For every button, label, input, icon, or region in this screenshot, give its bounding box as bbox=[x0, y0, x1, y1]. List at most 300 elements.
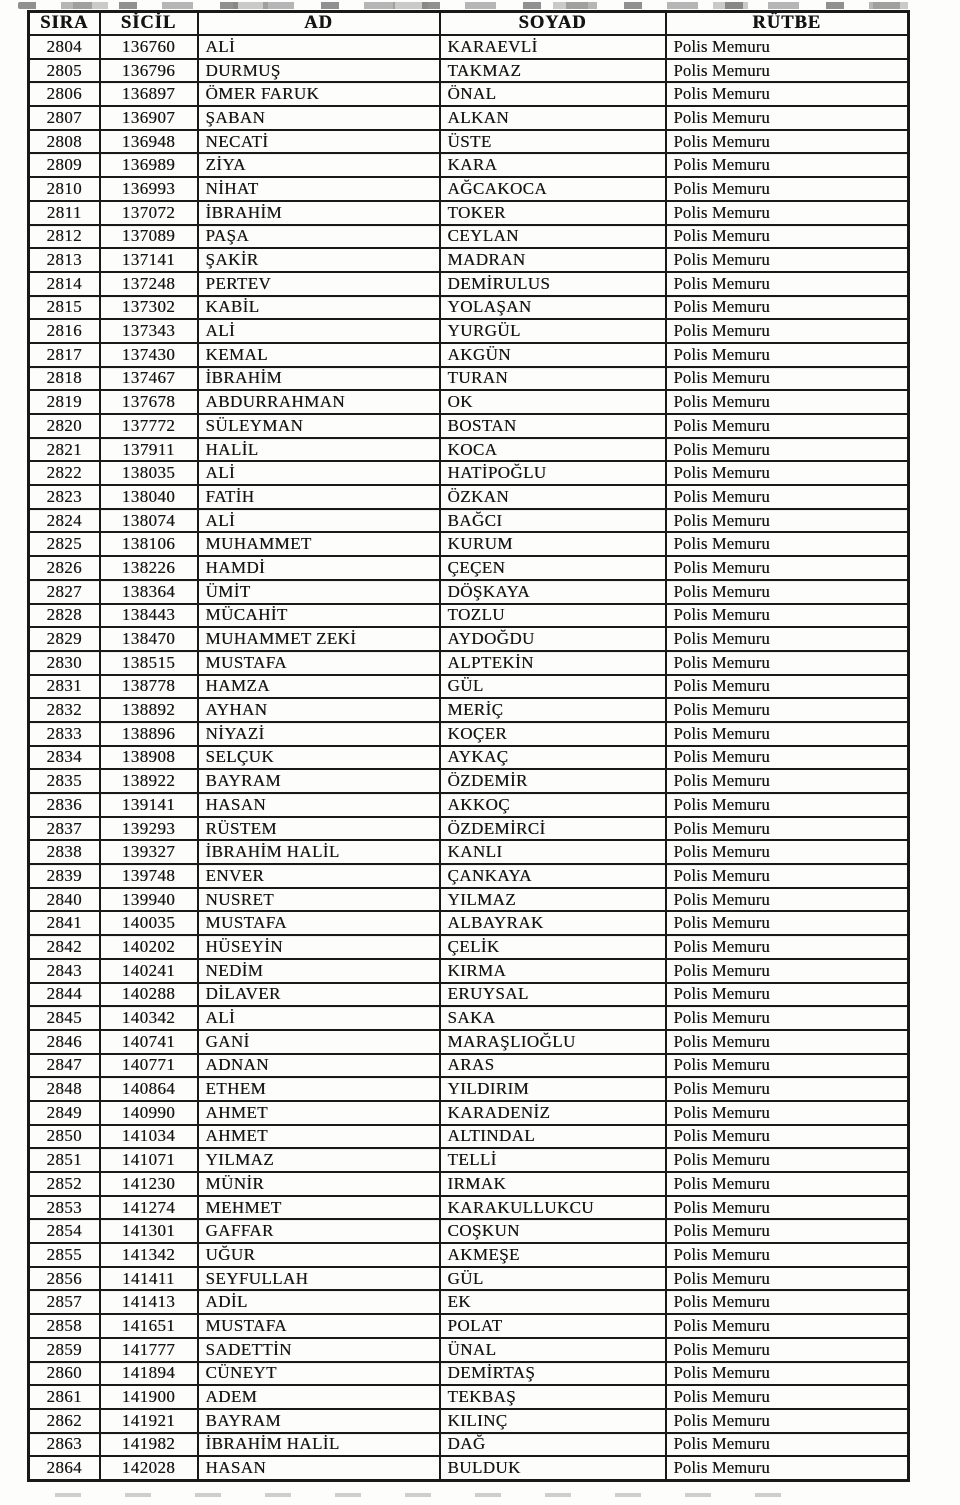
cell-soyad: YURGÜL bbox=[440, 319, 666, 343]
cell-rutbe: Polis Memuru bbox=[666, 130, 909, 154]
cell-soyad: YILDIRIM bbox=[440, 1077, 666, 1101]
cell-rutbe: Polis Memuru bbox=[666, 35, 909, 59]
cell-rutbe: Polis Memuru bbox=[666, 1196, 909, 1220]
cell-sicil: 140342 bbox=[100, 1006, 198, 1030]
cell-ad: GANİ bbox=[198, 1030, 440, 1054]
cell-soyad: ALBAYRAK bbox=[440, 911, 666, 935]
table-row bbox=[29, 840, 909, 864]
cell-rutbe: Polis Memuru bbox=[666, 1267, 909, 1291]
table-row bbox=[29, 1030, 909, 1054]
table-row bbox=[29, 272, 909, 296]
cell-rutbe: Polis Memuru bbox=[666, 1456, 909, 1480]
cell-sicil: 141274 bbox=[100, 1196, 198, 1220]
cell-sicil: 141301 bbox=[100, 1219, 198, 1243]
table-row bbox=[29, 1101, 909, 1125]
cell-soyad: ÖZKAN bbox=[440, 485, 666, 509]
cell-sicil: 141411 bbox=[100, 1267, 198, 1291]
cell-sicil: 141071 bbox=[100, 1148, 198, 1172]
cell-sira: 2844 bbox=[29, 983, 100, 1007]
table-row bbox=[29, 1077, 909, 1101]
cell-soyad: KARAEVLİ bbox=[440, 35, 666, 59]
cell-sira: 2843 bbox=[29, 959, 100, 983]
cell-rutbe: Polis Memuru bbox=[666, 1101, 909, 1125]
cell-ad: HASAN bbox=[198, 793, 440, 817]
cell-soyad: ÇELİK bbox=[440, 935, 666, 959]
scan-artifact-top bbox=[18, 2, 918, 9]
cell-ad: HAMDİ bbox=[198, 556, 440, 580]
table-row bbox=[29, 153, 909, 177]
table-row bbox=[29, 367, 909, 391]
cell-sira: 2833 bbox=[29, 722, 100, 746]
table-row bbox=[29, 698, 909, 722]
cell-sicil: 142028 bbox=[100, 1456, 198, 1480]
cell-soyad: EK bbox=[440, 1290, 666, 1314]
cell-sira: 2817 bbox=[29, 343, 100, 367]
cell-sira: 2812 bbox=[29, 225, 100, 249]
cell-ad: İBRAHİM bbox=[198, 367, 440, 391]
cell-rutbe: Polis Memuru bbox=[666, 911, 909, 935]
cell-rutbe: Polis Memuru bbox=[666, 82, 909, 106]
cell-rutbe: Polis Memuru bbox=[666, 59, 909, 83]
cell-sira: 2841 bbox=[29, 911, 100, 935]
cell-sicil: 138778 bbox=[100, 675, 198, 699]
table-row bbox=[29, 106, 909, 130]
cell-ad: MUHAMMET bbox=[198, 532, 440, 556]
cell-soyad: ÇEÇEN bbox=[440, 556, 666, 580]
cell-ad: SADETTİN bbox=[198, 1338, 440, 1362]
cell-ad: DURMUŞ bbox=[198, 59, 440, 83]
cell-ad: ALİ bbox=[198, 1006, 440, 1030]
cell-rutbe: Polis Memuru bbox=[666, 793, 909, 817]
cell-rutbe: Polis Memuru bbox=[666, 1385, 909, 1409]
cell-sira: 2815 bbox=[29, 296, 100, 320]
cell-sira: 2847 bbox=[29, 1054, 100, 1078]
cell-ad: PERTEV bbox=[198, 272, 440, 296]
cell-soyad: ÖNAL bbox=[440, 82, 666, 106]
cell-ad: BAYRAM bbox=[198, 769, 440, 793]
cell-sira: 2862 bbox=[29, 1409, 100, 1433]
cell-soyad: ÇANKAYA bbox=[440, 864, 666, 888]
cell-rutbe: Polis Memuru bbox=[666, 532, 909, 556]
cell-rutbe: Polis Memuru bbox=[666, 438, 909, 462]
cell-rutbe: Polis Memuru bbox=[666, 343, 909, 367]
cell-rutbe: Polis Memuru bbox=[666, 1243, 909, 1267]
cell-ad: HALİL bbox=[198, 438, 440, 462]
cell-sira: 2805 bbox=[29, 59, 100, 83]
cell-soyad: BULDUK bbox=[440, 1456, 666, 1480]
cell-sicil: 136948 bbox=[100, 130, 198, 154]
cell-sira: 2849 bbox=[29, 1101, 100, 1125]
cell-soyad: POLAT bbox=[440, 1314, 666, 1338]
cell-rutbe: Polis Memuru bbox=[666, 225, 909, 249]
cell-ad: AYHAN bbox=[198, 698, 440, 722]
cell-sicil: 138035 bbox=[100, 461, 198, 485]
cell-rutbe: Polis Memuru bbox=[666, 1219, 909, 1243]
table-row bbox=[29, 959, 909, 983]
header-row bbox=[29, 12, 909, 36]
cell-sicil: 140771 bbox=[100, 1054, 198, 1078]
header-ad: AD bbox=[198, 12, 440, 36]
cell-ad: UĞUR bbox=[198, 1243, 440, 1267]
cell-sicil: 140990 bbox=[100, 1101, 198, 1125]
cell-sicil: 137141 bbox=[100, 248, 198, 272]
cell-rutbe: Polis Memuru bbox=[666, 509, 909, 533]
cell-sicil: 141900 bbox=[100, 1385, 198, 1409]
cell-sicil: 141777 bbox=[100, 1338, 198, 1362]
cell-soyad: KURUM bbox=[440, 532, 666, 556]
table-row bbox=[29, 1148, 909, 1172]
cell-ad: DİLAVER bbox=[198, 983, 440, 1007]
cell-ad: PAŞA bbox=[198, 225, 440, 249]
cell-sira: 2811 bbox=[29, 201, 100, 225]
cell-soyad: ÜNAL bbox=[440, 1338, 666, 1362]
table-row bbox=[29, 35, 909, 59]
cell-soyad: AYKAÇ bbox=[440, 746, 666, 770]
cell-sira: 2857 bbox=[29, 1290, 100, 1314]
cell-rutbe: Polis Memuru bbox=[666, 840, 909, 864]
cell-ad: NEDİM bbox=[198, 959, 440, 983]
cell-sicil: 139748 bbox=[100, 864, 198, 888]
cell-sicil: 137772 bbox=[100, 414, 198, 438]
cell-rutbe: Polis Memuru bbox=[666, 1362, 909, 1386]
cell-ad: ALİ bbox=[198, 319, 440, 343]
cell-sira: 2853 bbox=[29, 1196, 100, 1220]
cell-sira: 2830 bbox=[29, 651, 100, 675]
cell-ad: İBRAHİM bbox=[198, 201, 440, 225]
cell-soyad: ÜSTE bbox=[440, 130, 666, 154]
cell-ad: HAMZA bbox=[198, 675, 440, 699]
cell-rutbe: Polis Memuru bbox=[666, 461, 909, 485]
cell-soyad: MERİÇ bbox=[440, 698, 666, 722]
cell-ad: MUSTAFA bbox=[198, 1314, 440, 1338]
cell-sira: 2810 bbox=[29, 177, 100, 201]
table-row bbox=[29, 438, 909, 462]
cell-sicil: 141413 bbox=[100, 1290, 198, 1314]
cell-rutbe: Polis Memuru bbox=[666, 722, 909, 746]
table-row bbox=[29, 1125, 909, 1149]
table-row bbox=[29, 604, 909, 628]
cell-ad: ENVER bbox=[198, 864, 440, 888]
cell-sira: 2829 bbox=[29, 627, 100, 651]
cell-sicil: 140035 bbox=[100, 911, 198, 935]
cell-ad: SÜLEYMAN bbox=[198, 414, 440, 438]
table-row bbox=[29, 296, 909, 320]
table-row bbox=[29, 1385, 909, 1409]
cell-sira: 2808 bbox=[29, 130, 100, 154]
cell-rutbe: Polis Memuru bbox=[666, 651, 909, 675]
table-row bbox=[29, 130, 909, 154]
cell-ad: CÜNEYT bbox=[198, 1362, 440, 1386]
cell-rutbe: Polis Memuru bbox=[666, 675, 909, 699]
cell-soyad: TELLİ bbox=[440, 1148, 666, 1172]
cell-ad: ÖMER FARUK bbox=[198, 82, 440, 106]
table-row bbox=[29, 1243, 909, 1267]
cell-rutbe: Polis Memuru bbox=[666, 1054, 909, 1078]
cell-sira: 2816 bbox=[29, 319, 100, 343]
cell-soyad: MADRAN bbox=[440, 248, 666, 272]
cell-ad: MEHMET bbox=[198, 1196, 440, 1220]
cell-sicil: 138922 bbox=[100, 769, 198, 793]
table-row bbox=[29, 1456, 909, 1480]
cell-ad: KABİL bbox=[198, 296, 440, 320]
cell-sicil: 138896 bbox=[100, 722, 198, 746]
cell-sira: 2850 bbox=[29, 1125, 100, 1149]
cell-rutbe: Polis Memuru bbox=[666, 201, 909, 225]
cell-soyad: DAĞ bbox=[440, 1433, 666, 1457]
cell-soyad: AKKOÇ bbox=[440, 793, 666, 817]
table-row bbox=[29, 864, 909, 888]
cell-sira: 2851 bbox=[29, 1148, 100, 1172]
cell-sicil: 141230 bbox=[100, 1172, 198, 1196]
cell-sira: 2831 bbox=[29, 675, 100, 699]
table-row bbox=[29, 722, 909, 746]
cell-soyad: TOZLU bbox=[440, 604, 666, 628]
cell-sicil: 138364 bbox=[100, 580, 198, 604]
cell-rutbe: Polis Memuru bbox=[666, 864, 909, 888]
cell-soyad: AKGÜN bbox=[440, 343, 666, 367]
header-soyad: SOYAD bbox=[440, 12, 666, 36]
cell-ad: YILMAZ bbox=[198, 1148, 440, 1172]
table-header bbox=[29, 12, 909, 36]
cell-sicil: 138470 bbox=[100, 627, 198, 651]
cell-sicil: 136989 bbox=[100, 153, 198, 177]
cell-ad: SELÇUK bbox=[198, 746, 440, 770]
cell-rutbe: Polis Memuru bbox=[666, 414, 909, 438]
cell-ad: ALİ bbox=[198, 509, 440, 533]
cell-sira: 2848 bbox=[29, 1077, 100, 1101]
cell-rutbe: Polis Memuru bbox=[666, 272, 909, 296]
cell-rutbe: Polis Memuru bbox=[666, 983, 909, 1007]
cell-ad: NİHAT bbox=[198, 177, 440, 201]
cell-sicil: 141651 bbox=[100, 1314, 198, 1338]
cell-sicil: 137678 bbox=[100, 390, 198, 414]
cell-sira: 2840 bbox=[29, 888, 100, 912]
cell-rutbe: Polis Memuru bbox=[666, 935, 909, 959]
cell-ad: AHMET bbox=[198, 1125, 440, 1149]
cell-sicil: 140864 bbox=[100, 1077, 198, 1101]
cell-rutbe: Polis Memuru bbox=[666, 319, 909, 343]
cell-ad: ÜMİT bbox=[198, 580, 440, 604]
cell-ad: ABDURRAHMAN bbox=[198, 390, 440, 414]
cell-rutbe: Polis Memuru bbox=[666, 888, 909, 912]
cell-sira: 2814 bbox=[29, 272, 100, 296]
cell-sira: 2839 bbox=[29, 864, 100, 888]
cell-sicil: 138908 bbox=[100, 746, 198, 770]
cell-sira: 2822 bbox=[29, 461, 100, 485]
cell-ad: ALİ bbox=[198, 461, 440, 485]
table-row bbox=[29, 319, 909, 343]
cell-sira: 2835 bbox=[29, 769, 100, 793]
cell-ad: MUHAMMET ZEKİ bbox=[198, 627, 440, 651]
cell-sira: 2858 bbox=[29, 1314, 100, 1338]
cell-sira: 2806 bbox=[29, 82, 100, 106]
table-row bbox=[29, 461, 909, 485]
cell-soyad: CEYLAN bbox=[440, 225, 666, 249]
cell-rutbe: Polis Memuru bbox=[666, 604, 909, 628]
cell-soyad: KOCA bbox=[440, 438, 666, 462]
cell-rutbe: Polis Memuru bbox=[666, 1006, 909, 1030]
cell-sira: 2820 bbox=[29, 414, 100, 438]
cell-sicil: 137302 bbox=[100, 296, 198, 320]
cell-ad: İBRAHİM HALİL bbox=[198, 1433, 440, 1457]
cell-sira: 2837 bbox=[29, 817, 100, 841]
table-row bbox=[29, 556, 909, 580]
cell-sira: 2838 bbox=[29, 840, 100, 864]
cell-sira: 2845 bbox=[29, 1006, 100, 1030]
table-row bbox=[29, 1054, 909, 1078]
table-row bbox=[29, 1314, 909, 1338]
cell-sira: 2846 bbox=[29, 1030, 100, 1054]
cell-soyad: KOÇER bbox=[440, 722, 666, 746]
cell-rutbe: Polis Memuru bbox=[666, 153, 909, 177]
cell-sicil: 137248 bbox=[100, 272, 198, 296]
cell-sicil: 141921 bbox=[100, 1409, 198, 1433]
cell-rutbe: Polis Memuru bbox=[666, 296, 909, 320]
cell-sicil: 141342 bbox=[100, 1243, 198, 1267]
cell-rutbe: Polis Memuru bbox=[666, 1077, 909, 1101]
cell-rutbe: Polis Memuru bbox=[666, 959, 909, 983]
cell-sicil: 140202 bbox=[100, 935, 198, 959]
cell-sicil: 138226 bbox=[100, 556, 198, 580]
cell-sicil: 138106 bbox=[100, 532, 198, 556]
cell-soyad: AYDOĞDU bbox=[440, 627, 666, 651]
cell-sicil: 136993 bbox=[100, 177, 198, 201]
cell-sicil: 136907 bbox=[100, 106, 198, 130]
cell-ad: AHMET bbox=[198, 1101, 440, 1125]
table-row bbox=[29, 651, 909, 675]
cell-soyad: YILMAZ bbox=[440, 888, 666, 912]
cell-ad: GAFFAR bbox=[198, 1219, 440, 1243]
cell-rutbe: Polis Memuru bbox=[666, 556, 909, 580]
cell-sicil: 137072 bbox=[100, 201, 198, 225]
cell-sicil: 137430 bbox=[100, 343, 198, 367]
cell-soyad: OK bbox=[440, 390, 666, 414]
cell-soyad: TEKBAŞ bbox=[440, 1385, 666, 1409]
cell-ad: RÜSTEM bbox=[198, 817, 440, 841]
cell-soyad: TAKMAZ bbox=[440, 59, 666, 83]
cell-rutbe: Polis Memuru bbox=[666, 1030, 909, 1054]
cell-soyad: IRMAK bbox=[440, 1172, 666, 1196]
cell-rutbe: Polis Memuru bbox=[666, 580, 909, 604]
table-row bbox=[29, 888, 909, 912]
cell-rutbe: Polis Memuru bbox=[666, 367, 909, 391]
cell-sicil: 140241 bbox=[100, 959, 198, 983]
cell-ad: İBRAHİM HALİL bbox=[198, 840, 440, 864]
cell-sira: 2826 bbox=[29, 556, 100, 580]
table-row bbox=[29, 390, 909, 414]
cell-sicil: 136897 bbox=[100, 82, 198, 106]
table-row bbox=[29, 248, 909, 272]
cell-sira: 2823 bbox=[29, 485, 100, 509]
table-row bbox=[29, 1409, 909, 1433]
cell-soyad: ALKAN bbox=[440, 106, 666, 130]
cell-sira: 2827 bbox=[29, 580, 100, 604]
cell-sicil: 139940 bbox=[100, 888, 198, 912]
cell-sira: 2836 bbox=[29, 793, 100, 817]
cell-ad: HASAN bbox=[198, 1456, 440, 1480]
cell-soyad: YOLAŞAN bbox=[440, 296, 666, 320]
cell-rutbe: Polis Memuru bbox=[666, 817, 909, 841]
table-row bbox=[29, 177, 909, 201]
table-row bbox=[29, 1362, 909, 1386]
cell-rutbe: Polis Memuru bbox=[666, 698, 909, 722]
table-row bbox=[29, 1433, 909, 1457]
cell-sicil: 141982 bbox=[100, 1433, 198, 1457]
cell-soyad: AKMEŞE bbox=[440, 1243, 666, 1267]
table-row bbox=[29, 746, 909, 770]
cell-sira: 2828 bbox=[29, 604, 100, 628]
cell-sira: 2813 bbox=[29, 248, 100, 272]
cell-rutbe: Polis Memuru bbox=[666, 1433, 909, 1457]
cell-sicil: 140741 bbox=[100, 1030, 198, 1054]
table-row bbox=[29, 82, 909, 106]
table-row bbox=[29, 817, 909, 841]
cell-soyad: BOSTAN bbox=[440, 414, 666, 438]
cell-soyad: GÜL bbox=[440, 1267, 666, 1291]
cell-soyad: KIRMA bbox=[440, 959, 666, 983]
table-row bbox=[29, 1196, 909, 1220]
cell-sira: 2809 bbox=[29, 153, 100, 177]
cell-sira: 2818 bbox=[29, 367, 100, 391]
cell-sira: 2856 bbox=[29, 1267, 100, 1291]
cell-rutbe: Polis Memuru bbox=[666, 746, 909, 770]
cell-rutbe: Polis Memuru bbox=[666, 1314, 909, 1338]
personnel-roster-table bbox=[27, 10, 910, 1482]
cell-ad: ALİ bbox=[198, 35, 440, 59]
table-row bbox=[29, 580, 909, 604]
cell-ad: ADNAN bbox=[198, 1054, 440, 1078]
cell-sicil: 138892 bbox=[100, 698, 198, 722]
cell-sira: 2807 bbox=[29, 106, 100, 130]
cell-rutbe: Polis Memuru bbox=[666, 177, 909, 201]
cell-sicil: 140288 bbox=[100, 983, 198, 1007]
cell-sira: 2819 bbox=[29, 390, 100, 414]
cell-rutbe: Polis Memuru bbox=[666, 485, 909, 509]
table-row bbox=[29, 343, 909, 367]
cell-ad: SEYFULLAH bbox=[198, 1267, 440, 1291]
cell-sicil: 141034 bbox=[100, 1125, 198, 1149]
cell-sira: 2854 bbox=[29, 1219, 100, 1243]
cell-ad: MUSTAFA bbox=[198, 651, 440, 675]
table-row bbox=[29, 1290, 909, 1314]
cell-ad: MÜNİR bbox=[198, 1172, 440, 1196]
cell-soyad: KARADENİZ bbox=[440, 1101, 666, 1125]
cell-soyad: MARAŞLIOĞLU bbox=[440, 1030, 666, 1054]
cell-soyad: ARAS bbox=[440, 1054, 666, 1078]
cell-rutbe: Polis Memuru bbox=[666, 106, 909, 130]
cell-soyad: KANLI bbox=[440, 840, 666, 864]
cell-soyad: ÖZDEMİR bbox=[440, 769, 666, 793]
cell-sicil: 139141 bbox=[100, 793, 198, 817]
cell-rutbe: Polis Memuru bbox=[666, 1125, 909, 1149]
cell-sicil: 137467 bbox=[100, 367, 198, 391]
cell-ad: MÜCAHİT bbox=[198, 604, 440, 628]
cell-rutbe: Polis Memuru bbox=[666, 1338, 909, 1362]
cell-sicil: 136796 bbox=[100, 59, 198, 83]
cell-sicil: 137911 bbox=[100, 438, 198, 462]
table-row bbox=[29, 1267, 909, 1291]
scan-artifact-bottom bbox=[55, 1493, 825, 1497]
cell-sicil: 137089 bbox=[100, 225, 198, 249]
cell-ad: HÜSEYİN bbox=[198, 935, 440, 959]
cell-sira: 2864 bbox=[29, 1456, 100, 1480]
cell-rutbe: Polis Memuru bbox=[666, 769, 909, 793]
table-row bbox=[29, 983, 909, 1007]
table-row bbox=[29, 1172, 909, 1196]
cell-ad: BAYRAM bbox=[198, 1409, 440, 1433]
cell-sira: 2824 bbox=[29, 509, 100, 533]
cell-sicil: 138443 bbox=[100, 604, 198, 628]
